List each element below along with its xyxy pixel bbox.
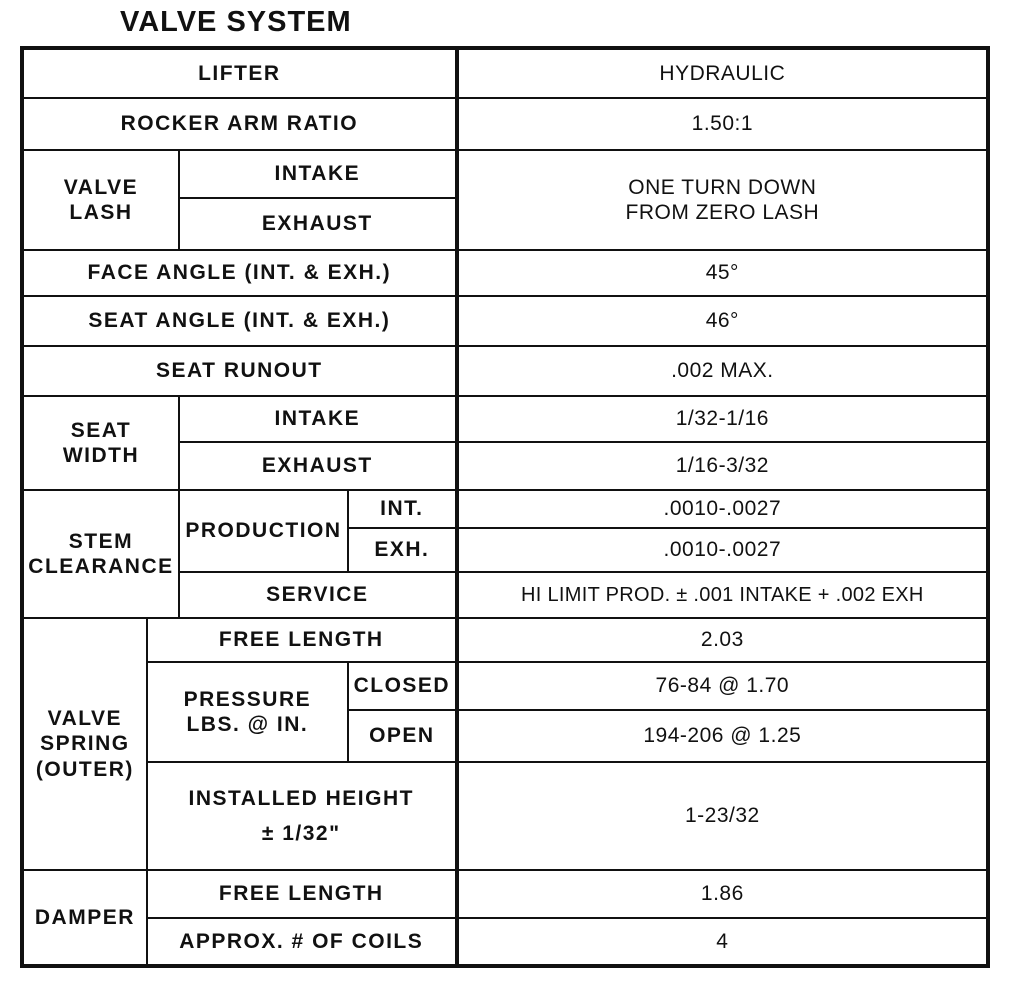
stem-clearance-service-value: HI LIMIT PROD. ± .001 INTAKE + .002 EXH [457, 572, 988, 618]
valve-spring-free-length-label: FREE LENGTH [147, 618, 457, 662]
damper-free-length-value: 1.86 [457, 870, 988, 918]
stem-clearance-label: STEM CLEARANCE [22, 490, 179, 618]
valve-spring-installed-height-label: INSTALLED HEIGHT ± 1/32" [147, 762, 457, 870]
seat-runout-label: SEAT RUNOUT [22, 346, 457, 396]
valve-lash-value: ONE TURN DOWN FROM ZERO LASH [457, 150, 988, 250]
damper-coils-label: APPROX. # OF COILS [147, 918, 457, 966]
valve-lash-label: VALVE LASH [22, 150, 179, 250]
valve-spring-free-length-row [22, 618, 988, 662]
valve-spring-installed-height-value: 1-23/32 [457, 762, 988, 870]
valve-spring-open-value: 194-206 @ 1.25 [457, 710, 988, 762]
seat-width-exhaust-value: 1/16-3/32 [457, 442, 988, 490]
seat-angle-value: 46° [457, 296, 988, 346]
damper-label: DAMPER [22, 870, 147, 966]
page-title: VALVE SYSTEM [120, 6, 352, 38]
seat-width-exhaust-label: EXHAUST [179, 442, 457, 490]
stem-clearance-production-label: PRODUCTION [179, 490, 348, 572]
valve-spring-open-label: OPEN [348, 710, 457, 762]
face-angle-label: FACE ANGLE (INT. & EXH.) [22, 250, 457, 296]
stem-clearance-exh-value: .0010-.0027 [457, 528, 988, 572]
valve-spring-label: VALVE SPRING (OUTER) [22, 618, 147, 870]
seat-width-intake-value: 1/32-1/16 [457, 396, 988, 442]
valve-lash-intake-row [22, 150, 988, 198]
seat-width-label: SEAT WIDTH [22, 396, 179, 490]
stem-clearance-int-value: .0010-.0027 [457, 490, 988, 528]
valve-system-table [20, 46, 990, 968]
seat-angle-row [22, 296, 988, 346]
seat-angle-label: SEAT ANGLE (INT. & EXH.) [22, 296, 457, 346]
damper-coils-value: 4 [457, 918, 988, 966]
valve-spring-closed-value: 76-84 @ 1.70 [457, 662, 988, 710]
rocker-arm-ratio-label: ROCKER ARM RATIO [22, 98, 457, 150]
damper-free-length-row [22, 870, 988, 918]
face-angle-row [22, 250, 988, 296]
seat-runout-row [22, 346, 988, 396]
damper-coils-row [22, 918, 988, 966]
face-angle-value: 45° [457, 250, 988, 296]
valve-lash-exhaust-label: EXHAUST [179, 198, 457, 250]
stem-clearance-service-label: SERVICE [179, 572, 457, 618]
valve-spring-free-length-value: 2.03 [457, 618, 988, 662]
stem-clearance-exh-label: EXH. [348, 528, 457, 572]
seat-width-intake-label: INTAKE [179, 396, 457, 442]
seat-width-intake-row [22, 396, 988, 442]
stem-clearance-int-label: INT. [348, 490, 457, 528]
valve-spring-closed-row [22, 662, 988, 710]
lifter-value: HYDRAULIC [457, 48, 988, 98]
lifter-row [22, 48, 988, 98]
stem-clearance-int-row [22, 490, 988, 528]
rocker-arm-ratio-value: 1.50:1 [457, 98, 988, 150]
rocker-arm-ratio-row [22, 98, 988, 150]
valve-spring-installed-height-row-a [22, 762, 988, 816]
valve-spring-pressure-label: PRESSURE LBS. @ IN. [147, 662, 348, 762]
damper-free-length-label: FREE LENGTH [147, 870, 457, 918]
seat-runout-value: .002 MAX. [457, 346, 988, 396]
valve-lash-intake-label: INTAKE [179, 150, 457, 198]
valve-spring-closed-label: CLOSED [348, 662, 457, 710]
lifter-label: LIFTER [22, 48, 457, 98]
